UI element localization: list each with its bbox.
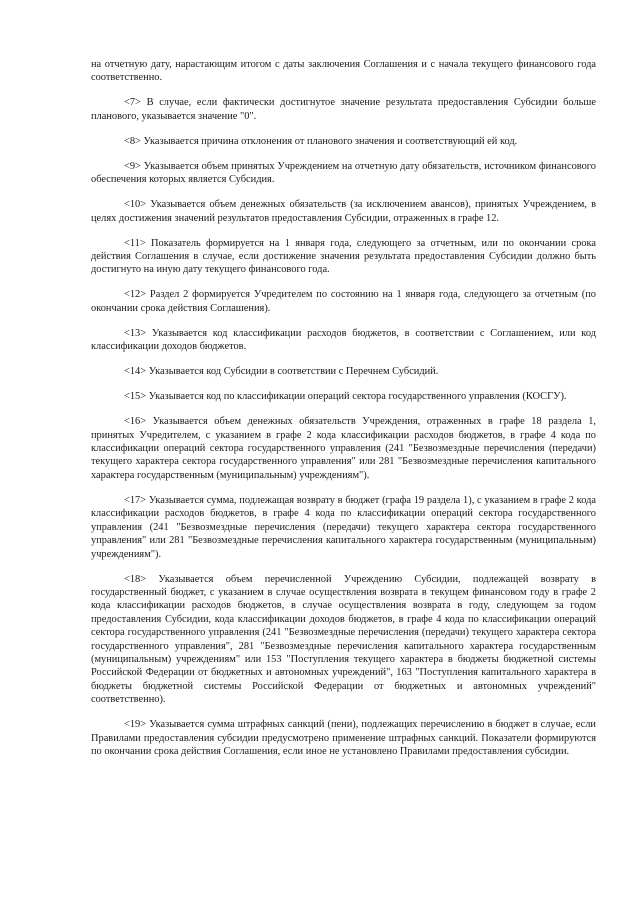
footnote-10: <10> Указывается объем денежных обязательств (за исключением авансов), принятых Учреждением, в целях достижения значений результатов предоставления Субсидии, отраженных в графе 12. bbox=[91, 199, 596, 224]
footnote-15: <15> Указывается код по классификации операций сектора государственного управления (КОСГУ). bbox=[124, 391, 567, 403]
footnote-18: <18> Указывается объем перечисленной Учреждению Субсидии, подлежащей возврату в государственный бюджет, с указанием в случае осуществления возврата в текущем финансовом году в графе 2 кода классификации расходов бюджетов, в случае осуществления возврата в году, следующем за годом предоставления Субсидии, кода классификации доходов бюджетов, в графе 4 кода по классификации операций сектора государственного управления (241 "Безвозмездные перечисления (передачи) текущего характера сектора государственного управления", 281 "Безвозмездные перечисления капитального характера государственным (муниципальным) учреждениям" или 153 "Поступления текущего характера в бюджеты бюджетной системы Российской Федерации от бюджетных и автономных учреждений", 163 "Поступления капитального характера в бюджеты бюджетной системы Российской Федерации от бюджетных и автономных учреждений" соответственно). bbox=[91, 573, 596, 706]
footnote-12: <12> Раздел 2 формируется Учредителем по состоянию на 1 января года, следующего за отчетным (по окончании срока действия Соглашения). bbox=[91, 289, 596, 314]
footnote-11: <11> Показатель формируется на 1 января года, следующего за отчетным, или по окончании срока действия Соглашения в случае, если достижение значения результата предоставления Субсидии должно быть достигнуто на иную дату текущего финансового года. bbox=[91, 237, 596, 276]
footnote-17: <17> Указывается сумма, подлежащая возврату в бюджет (графа 19 раздела 1), с указанием в графе 2 кода классификации расходов бюджетов, в графе 4 кода по классификации операций сектора государственного управления (241 "Безвозмездные перечисления (передачи) текущего характера сектора государственного управления" или 281 "Безвозмездные перечисления капитального характера государственным (муниципальным) учреждениям"). bbox=[91, 494, 596, 560]
document-page bbox=[91, 58, 596, 770]
footnote-13: <13> Указывается код классификации расходов бюджетов, в соответствии с Соглашением, или код классификации доходов бюджетов. bbox=[91, 327, 596, 353]
footnote-8: <8> Указывается причина отклонения от планового значения и соответствующий ей код. bbox=[124, 135, 518, 147]
footnote-7: <7> В случае, если фактически достигнутое значение результата предоставления Субсидии больше планового, указывается значение "0". bbox=[91, 97, 596, 122]
footnote-9: <9> Указывается объем принятых Учреждением на отчетную дату обязательств, источником финансового обеспечения которых является Субсидия. bbox=[91, 160, 596, 186]
footnote-16: <16> Указывается объем денежных обязательств Учреждения, отраженных в графе 18 раздела 1, принятых Учредителем, с указанием в графе 2 кода классификации расходов бюджетов, в графе 4 кода по классификации операций сектора государственного управления (241 "Безвозмездные перечисления (передачи) текущего характера сектора государственного управления" или 281 "Безвозмездные перечисления капитального характера государственным (муниципальным) учреждениям"). bbox=[91, 416, 596, 481]
paragraph-continuation: на отчетную дату, нарастающим итогом с даты заключения Соглашения и с начала текущего финансового года соответственно. bbox=[91, 59, 596, 84]
footnote-19: <19> Указывается сумма штрафных санкций (пени), подлежащих перечислению в бюджет в случае, если Правилами предоставления субсидии предусмотрено применение штрафных санкций. Показатели формируются по окончании срока действия Соглашения, если иное не установлено Правилами предоставления субсидии. bbox=[91, 719, 596, 757]
footnote-14: <14> Указывается код Субсидии в соответствии с Перечнем Субсидий. bbox=[124, 366, 439, 378]
